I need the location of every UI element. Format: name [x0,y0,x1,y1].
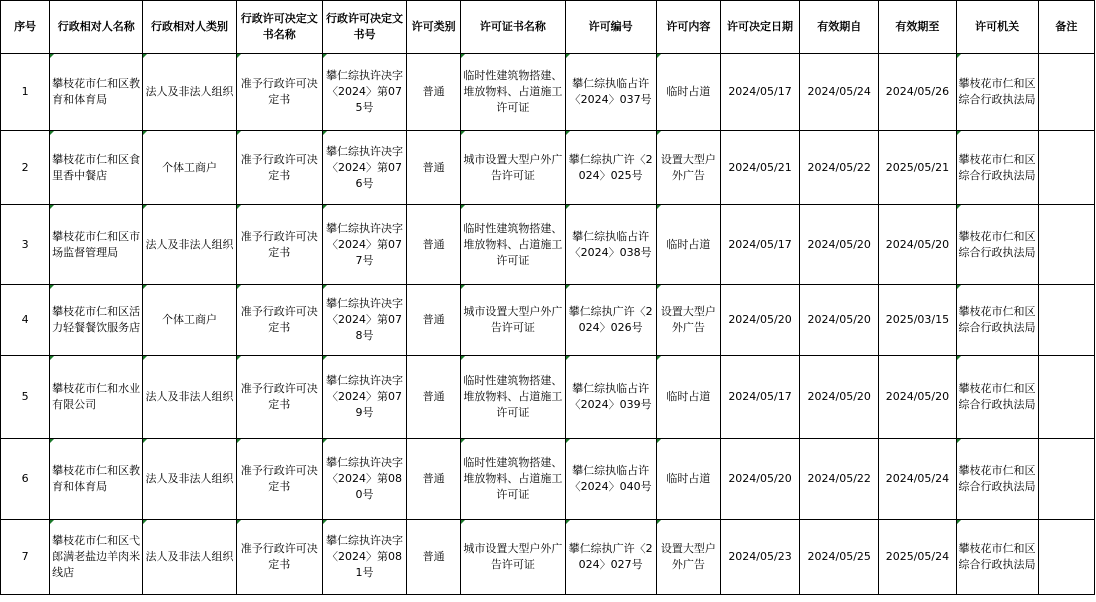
cell-doc-number: 攀仁综执许决字〈2024〉第076号 [322,131,406,205]
cell-valid-to: 2024/05/24 [879,439,956,520]
cell-permit-number: 攀仁综执临占许〈2024〉038号 [565,205,656,285]
cell-party-type: 法人及非法人组织 [143,205,236,285]
col-header-certificate-name: 许可证书名称 [461,1,565,54]
cell-party-name: 攀枝花市仁和水业有限公司 [50,356,143,439]
cell-party-type: 个体工商户 [143,131,236,205]
cell-permit-number: 攀仁综执广许〈2024〉027号 [565,520,656,595]
cell-permit-category: 普通 [407,439,461,520]
cell-party-type: 法人及非法人组织 [143,439,236,520]
cell-party-name: 攀枝花市仁和区活力轻餐餐饮服务店 [50,285,143,356]
col-header-permit-number: 许可编号 [565,1,656,54]
table-row [1,54,1095,131]
cell-certificate-name: 城市设置大型户外广告许可证 [461,285,565,356]
cell-remarks [1038,439,1094,520]
table-row [1,131,1095,205]
table-row [1,205,1095,285]
cell-index: 7 [1,520,50,595]
cell-authority: 攀枝花市仁和区综合行政执法局 [956,520,1038,595]
col-header-party-name: 行政相对人名称 [50,1,143,54]
cell-party-name: 攀枝花市仁和区教育和体育局 [50,439,143,520]
col-header-decision-date: 许可决定日期 [720,1,799,54]
cell-certificate-name: 城市设置大型户外广告许可证 [461,520,565,595]
cell-valid-to: 2025/05/21 [879,131,956,205]
cell-authority: 攀枝花市仁和区综合行政执法局 [956,205,1038,285]
cell-decision-date: 2024/05/23 [720,520,799,595]
cell-valid-to: 2025/03/15 [879,285,956,356]
cell-valid-from: 2024/05/25 [800,520,879,595]
table-row [1,439,1095,520]
cell-party-name: 攀枝花市仁和区食里香中餐店 [50,131,143,205]
cell-authority: 攀枝花市仁和区综合行政执法局 [956,131,1038,205]
cell-permit-category: 普通 [407,205,461,285]
col-header-valid-from: 有效期自 [800,1,879,54]
cell-remarks [1038,356,1094,439]
cell-doc-name: 准予行政许可决定书 [236,205,322,285]
cell-index: 6 [1,439,50,520]
cell-party-type: 法人及非法人组织 [143,356,236,439]
cell-doc-number: 攀仁综执许决字〈2024〉第079号 [322,356,406,439]
cell-permit-category: 普通 [407,285,461,356]
col-header-index: 序号 [1,1,50,54]
cell-valid-to: 2025/05/24 [879,520,956,595]
col-header-permit-category: 许可类别 [407,1,461,54]
cell-party-name: 攀枝花市仁和区市场监督管理局 [50,205,143,285]
cell-doc-name: 准予行政许可决定书 [236,285,322,356]
cell-valid-from: 2024/05/20 [800,205,879,285]
cell-permit-content: 临时占道 [656,205,720,285]
cell-valid-from: 2024/05/24 [800,54,879,131]
cell-doc-name: 准予行政许可决定书 [236,439,322,520]
cell-decision-date: 2024/05/20 [720,439,799,520]
cell-permit-content: 临时占道 [656,356,720,439]
cell-doc-number: 攀仁综执许决字〈2024〉第078号 [322,285,406,356]
cell-permit-number: 攀仁综执临占许〈2024〉040号 [565,439,656,520]
cell-permit-number: 攀仁综执广许〈2024〉026号 [565,285,656,356]
cell-doc-name: 准予行政许可决定书 [236,131,322,205]
cell-authority: 攀枝花市仁和区综合行政执法局 [956,439,1038,520]
cell-permit-content: 临时占道 [656,439,720,520]
cell-index: 4 [1,285,50,356]
col-header-doc-name: 行政许可决定文书名称 [236,1,322,54]
cell-valid-from: 2024/05/20 [800,285,879,356]
cell-doc-name: 准予行政许可决定书 [236,356,322,439]
cell-permit-category: 普通 [407,356,461,439]
cell-permit-content: 临时占道 [656,54,720,131]
table-row [1,285,1095,356]
cell-authority: 攀枝花市仁和区综合行政执法局 [956,356,1038,439]
cell-decision-date: 2024/05/17 [720,205,799,285]
cell-valid-to: 2024/05/26 [879,54,956,131]
cell-permit-number: 攀仁综执临占许〈2024〉039号 [565,356,656,439]
cell-valid-to: 2024/05/20 [879,356,956,439]
cell-party-type: 个体工商户 [143,285,236,356]
cell-certificate-name: 临时性建筑物搭建、堆放物料、占道施工许可证 [461,54,565,131]
col-header-party-type: 行政相对人类别 [143,1,236,54]
col-header-valid-to: 有效期至 [879,1,956,54]
cell-authority: 攀枝花市仁和区综合行政执法局 [956,285,1038,356]
cell-valid-from: 2024/05/22 [800,439,879,520]
cell-valid-from: 2024/05/20 [800,356,879,439]
cell-certificate-name: 临时性建筑物搭建、堆放物料、占道施工许可证 [461,356,565,439]
col-header-authority: 许可机关 [956,1,1038,54]
cell-remarks [1038,205,1094,285]
col-header-permit-content: 许可内容 [656,1,720,54]
cell-party-name: 攀枝花市仁和区弋郎满老盐边羊肉米线店 [50,520,143,595]
cell-certificate-name: 临时性建筑物搭建、堆放物料、占道施工许可证 [461,439,565,520]
cell-remarks [1038,54,1094,131]
cell-certificate-name: 城市设置大型户外广告许可证 [461,131,565,205]
cell-certificate-name: 临时性建筑物搭建、堆放物料、占道施工许可证 [461,205,565,285]
cell-permit-category: 普通 [407,54,461,131]
cell-doc-name: 准予行政许可决定书 [236,520,322,595]
cell-index: 1 [1,54,50,131]
table-row [1,356,1095,439]
header-row [1,1,1095,54]
cell-authority: 攀枝花市仁和区综合行政执法局 [956,54,1038,131]
cell-permit-category: 普通 [407,520,461,595]
cell-index: 3 [1,205,50,285]
cell-valid-from: 2024/05/22 [800,131,879,205]
cell-party-type: 法人及非法人组织 [143,54,236,131]
cell-index: 5 [1,356,50,439]
table-row [1,520,1095,595]
cell-permit-number: 攀仁综执广许〈2024〉025号 [565,131,656,205]
cell-permit-content: 设置大型户外广告 [656,520,720,595]
cell-remarks [1038,285,1094,356]
cell-permit-category: 普通 [407,131,461,205]
cell-party-type: 法人及非法人组织 [143,520,236,595]
cell-decision-date: 2024/05/17 [720,356,799,439]
col-header-doc-number: 行政许可决定文书号 [322,1,406,54]
cell-decision-date: 2024/05/17 [720,54,799,131]
cell-party-name: 攀枝花市仁和区教育和体育局 [50,54,143,131]
col-header-remarks: 备注 [1038,1,1094,54]
cell-doc-number: 攀仁综执许决字〈2024〉第075号 [322,54,406,131]
cell-permit-content: 设置大型户外广告 [656,285,720,356]
cell-index: 2 [1,131,50,205]
cell-decision-date: 2024/05/21 [720,131,799,205]
cell-doc-number: 攀仁综执许决字〈2024〉第080号 [322,439,406,520]
cell-doc-name: 准予行政许可决定书 [236,54,322,131]
cell-decision-date: 2024/05/20 [720,285,799,356]
cell-permit-content: 设置大型户外广告 [656,131,720,205]
cell-doc-number: 攀仁综执许决字〈2024〉第077号 [322,205,406,285]
cell-permit-number: 攀仁综执临占许〈2024〉037号 [565,54,656,131]
cell-remarks [1038,131,1094,205]
cell-valid-to: 2024/05/20 [879,205,956,285]
cell-remarks [1038,520,1094,595]
cell-doc-number: 攀仁综执许决字〈2024〉第081号 [322,520,406,595]
